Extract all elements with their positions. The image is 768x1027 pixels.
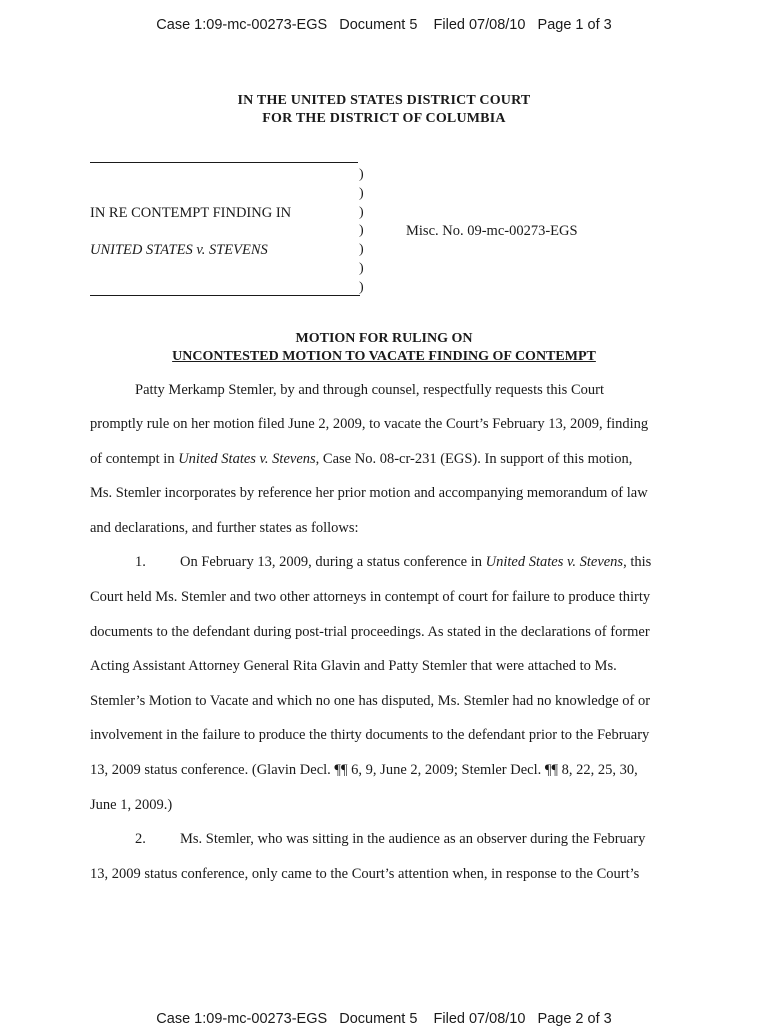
body-line: 13, 2009 status conference. (Glavin Decl. ¶¶ 6, 9, June 2, 2009; Stemler Decl. ¶¶ 8, 22, 25, 30,	[90, 762, 638, 778]
caption-paren: )	[359, 205, 364, 220]
body-line	[90, 553, 651, 571]
body-line	[90, 381, 604, 399]
case-name-italic: United States v. Stevens	[178, 451, 316, 467]
caption-paren: )	[359, 280, 364, 295]
paragraph-number: 1.	[135, 554, 146, 570]
body-text: , this	[623, 554, 652, 570]
body-text: Ms. Stemler, who was sitting in the audience as an observer during the February	[180, 831, 646, 847]
caption-case-line2: UNITED STATES v. STEVENS	[90, 242, 268, 258]
body-line: involvement in the failure to produce the thirty documents to the defendant prior to the February	[90, 727, 650, 743]
caption-paren: )	[359, 223, 364, 238]
caption-case-line1: IN RE CONTEMPT FINDING IN	[90, 205, 292, 221]
case-header-stamp: Case 1:09-mc-00273-EGS Document 5 Filed 07/08/10 Page 1 of 3	[156, 17, 612, 33]
case-header-stamp-next-page: Case 1:09-mc-00273-EGS Document 5 Filed 07/08/10 Page 2 of 3	[156, 1011, 612, 1027]
motion-title-line2: UNCONTESTED MOTION TO VACATE FINDING OF CONTEMPT	[172, 349, 596, 364]
caption-paren: )	[359, 167, 364, 182]
misc-case-number: Misc. No. 09-mc-00273-EGS	[406, 223, 578, 239]
body-line	[90, 830, 645, 848]
case-name-italic: United States v. Stevens	[485, 554, 624, 570]
body-line: June 1, 2009.)	[90, 797, 173, 813]
body-line: Stemler’s Motion to Vacate and which no one has disputed, Ms. Stemler had no knowledge of or	[90, 693, 651, 709]
court-title-line2: FOR THE DISTRICT OF COLUMBIA	[262, 111, 506, 126]
body-line: 13, 2009 status conference, only came to the Court’s attention when, in response to the Court’s	[90, 866, 640, 882]
body-line	[90, 450, 632, 468]
body-text: Patty Merkamp Stemler, by and through counsel, respectfully requests this Court	[135, 382, 604, 398]
caption-paren: )	[359, 186, 364, 201]
caption-rule-bottom	[90, 295, 360, 296]
caption-rule-top	[90, 162, 358, 163]
body-line: and declarations, and further states as follows:	[90, 520, 359, 536]
motion-title-line1: MOTION FOR RULING ON	[295, 331, 473, 346]
body-text: of contempt in	[90, 451, 179, 467]
caption-paren: )	[359, 261, 364, 276]
court-title-line1: IN THE UNITED STATES DISTRICT COURT	[237, 93, 531, 108]
paragraph-number: 2.	[135, 831, 146, 847]
body-line: documents to the defendant during post-trial proceedings. As stated in the declarations of former	[90, 624, 650, 640]
body-line: Acting Assistant Attorney General Rita Glavin and Patty Stemler that were attached to Ms.	[90, 658, 617, 674]
body-text: , Case No. 08-cr-231 (EGS). In support of this motion,	[315, 451, 633, 467]
body-line: Court held Ms. Stemler and two other attorneys in contempt of court for failure to produce thirty	[90, 589, 651, 605]
caption-paren: )	[359, 242, 364, 257]
body-line: Ms. Stemler incorporates by reference her prior motion and accompanying memorandum of law	[90, 485, 648, 501]
body-text: On February 13, 2009, during a status conference in	[180, 554, 486, 570]
body-line: promptly rule on her motion filed June 2, 2009, to vacate the Court’s February 13, 2009, finding	[90, 416, 649, 432]
